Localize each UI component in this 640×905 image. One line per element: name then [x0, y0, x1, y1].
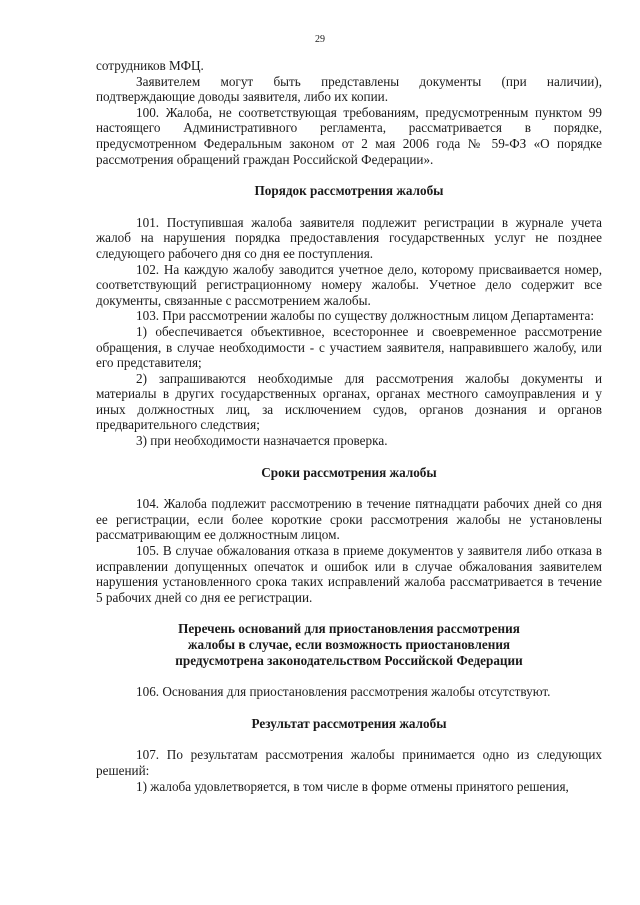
paragraph-102: 102. На каждую жалобу заводится учетное дело, которому присваивается номер, соответствующий регистрационному номеру жалобы. Учетное дело содержит все документы, связанные с рассмотрением жалобы.: [96, 261, 602, 308]
paragraph-101: 101. Поступившая жалоба заявителя подлежит регистрации в журнале учета жалоб на нарушения порядка предоставления государственных услуг не позднее следующего рабочего дня со дня ее поступления.: [96, 214, 602, 261]
paragraph: Заявителем могут быть представлены документы (при наличии), подтверждающие доводы заявителя, либо их копии.: [96, 73, 602, 105]
heading-line: Перечень оснований для приостановления рассмотрения: [178, 621, 520, 637]
section-heading-review-result: Результат рассмотрения жалобы: [251, 715, 447, 731]
section-heading-suspension-grounds: [96, 621, 602, 668]
heading-line: предусмотрена законодательством Российской Федерации: [175, 652, 523, 668]
paragraph-continuation: сотрудников МФЦ.: [96, 58, 204, 73]
paragraph-105: 105. В случае обжалования отказа в приеме документов у заявителя либо отказа в исправлении допущенных опечаток и ошибок или в случае обжалования заявителем нарушения установленного срока таких исправлений жалоба рассматривается в течение 5 рабочих дней со дня ее регистрации.: [96, 543, 602, 605]
paragraph-104: 104. Жалоба подлежит рассмотрению в течение пятнадцати рабочих дней со дня ее регистрации, если более короткие сроки рассмотрения жалобы не установлены рассматривающим ее должностным лицом.: [96, 496, 602, 543]
heading-line: жалобы в случае, если возможность приостановления: [187, 637, 511, 652]
section-heading-review-procedure: Порядок рассмотрения жалобы: [254, 183, 444, 199]
page-number: 29: [315, 34, 325, 45]
list-item-3: 3) при необходимости назначается проверка.: [136, 433, 388, 449]
paragraph-100: 100. Жалоба, не соответствующая требованиям, предусмотренным пунктом 99 настоящего Административного регламента, рассматривается в порядке, предусмотренном Федеральным законом от 2 мая 2006 года № 59-ФЗ «О порядке рассмотрения обращений граждан Российской Федерации».: [96, 104, 602, 167]
paragraph-106: 106. Основания для приостановления рассмотрения жалобы отсутствуют.: [136, 684, 551, 700]
list-item-2: 2) запрашиваются необходимые для рассмотрения жалобы документы и материалы в других государственных органах, органах местного самоуправления и у иных должностных лиц, за исключением судов, органов дознания и органов предварительного следствия;: [96, 370, 602, 433]
section-heading-review-terms: Сроки рассмотрения жалобы: [261, 464, 437, 480]
document-body: [96, 58, 602, 794]
list-item-1: 1) обеспечивается объективное, всестороннее и своевременное рассмотрение обращения, в случае необходимости - с участием заявителя, направившего жалобу, или его представителя;: [96, 323, 602, 371]
paragraph-107: 107. По результатам рассмотрения жалобы принимается одно из следующих решений:: [96, 747, 602, 778]
paragraph-103: 103. При рассмотрении жалобы по существу должностным лицом Департамента:: [136, 308, 595, 324]
list-item-1: 1) жалоба удовлетворяется, в том числе в форме отмены принятого решения,: [136, 778, 569, 794]
